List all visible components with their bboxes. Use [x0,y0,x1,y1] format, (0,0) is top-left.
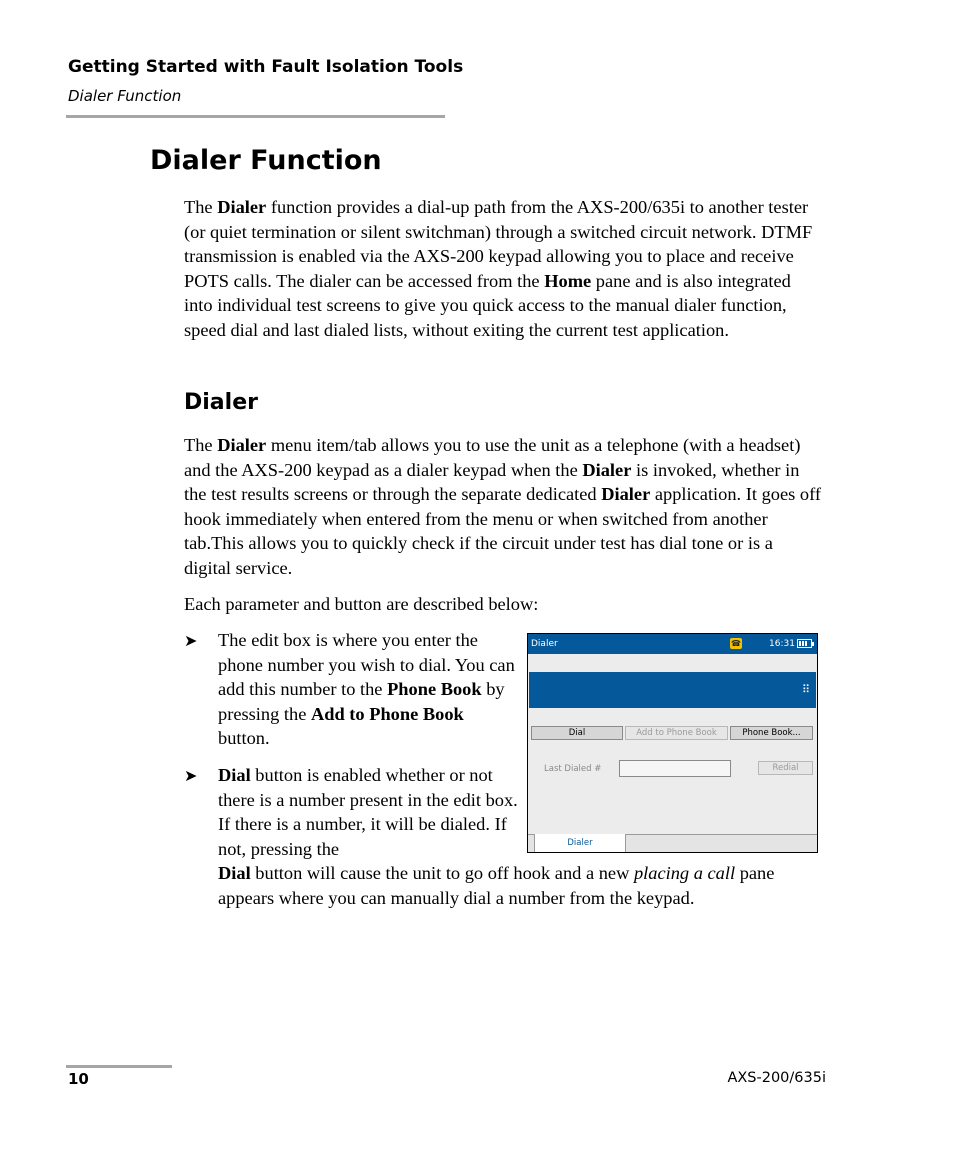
phone-book-button[interactable]: Phone Book... [730,726,813,740]
section-title: Dialer Function [150,145,382,176]
screen-title: Dialer [531,639,558,649]
last-dialed-field[interactable] [619,760,731,777]
footer-rule [66,1065,172,1068]
running-header-chapter: Getting Started with Fault Isolation Tools [68,57,464,77]
intro-paragraph: The Dialer function provides a dial-up path from the AXS-200/635i to another tester (or quiet termination or silent switchman) through a switched circuit network. DTMF transmission is enabled via the AXS-200 keypad allowing you to place and receive POTS calls. The dialer can be accessed from the Home pane and is also integrated into individual test screens to give you quick access to the manual dialer function, speed dial and last dialed lists, without exiting the current test application. [184,197,813,340]
last-dialed-label: Last Dialed # [544,764,602,774]
dial-button[interactable]: Dial [531,726,623,740]
header-rule [66,115,445,118]
tab-dialer[interactable]: Dialer [534,834,626,853]
tab-bar [528,834,817,853]
phone-icon: ☎ [731,639,741,648]
running-header-section: Dialer Function [68,87,182,105]
redial-button[interactable]: Redial [758,761,813,775]
bullet-arrow-icon: ➤ [184,768,198,785]
bullet-edit-box: The edit box is where you enter the phone number you wish to dial. You can add this number to the Phone Book by pressing the Add to Phone Book button. [218,630,515,749]
screen-titlebar [528,634,817,654]
clock: 16:31 [769,639,795,649]
add-to-phone-book-button[interactable]: Add to Phone Book [625,726,728,740]
product-name: AXS-200/635i [727,1070,826,1086]
keypad-icon[interactable]: ⠿ [801,683,810,696]
subsection-title: Dialer [184,390,258,415]
phone-number-edit-box[interactable] [529,672,816,708]
battery-icon [797,639,812,648]
described-below-paragraph: Each parameter and button are described below: [184,594,539,614]
bullet-arrow-icon: ➤ [184,633,198,650]
dialer-screenshot [527,633,818,853]
bullet-dial-button: Dial button is enabled whether or not there is a number present in the edit box. If there is a number, it will be dialed. If not, pressing the Dial button will cause the unit to go off hook and a new placing a call pane appears where you can manually dial a number from the keypad. [218,765,775,908]
dialer-paragraph: The Dialer menu item/tab allows you to use the unit as a telephone (with a headset) and the AXS-200 keypad as a dialer keypad when the Dialer is invoked, whether in the test results screens or through the separate dedicated Dialer application. It goes off hook immediately when entered from the menu or when switched from another tab.This allows you to quickly check if the circuit under test has dial tone or is a digital service. [184,435,822,578]
page-number: 10 [68,1070,89,1088]
